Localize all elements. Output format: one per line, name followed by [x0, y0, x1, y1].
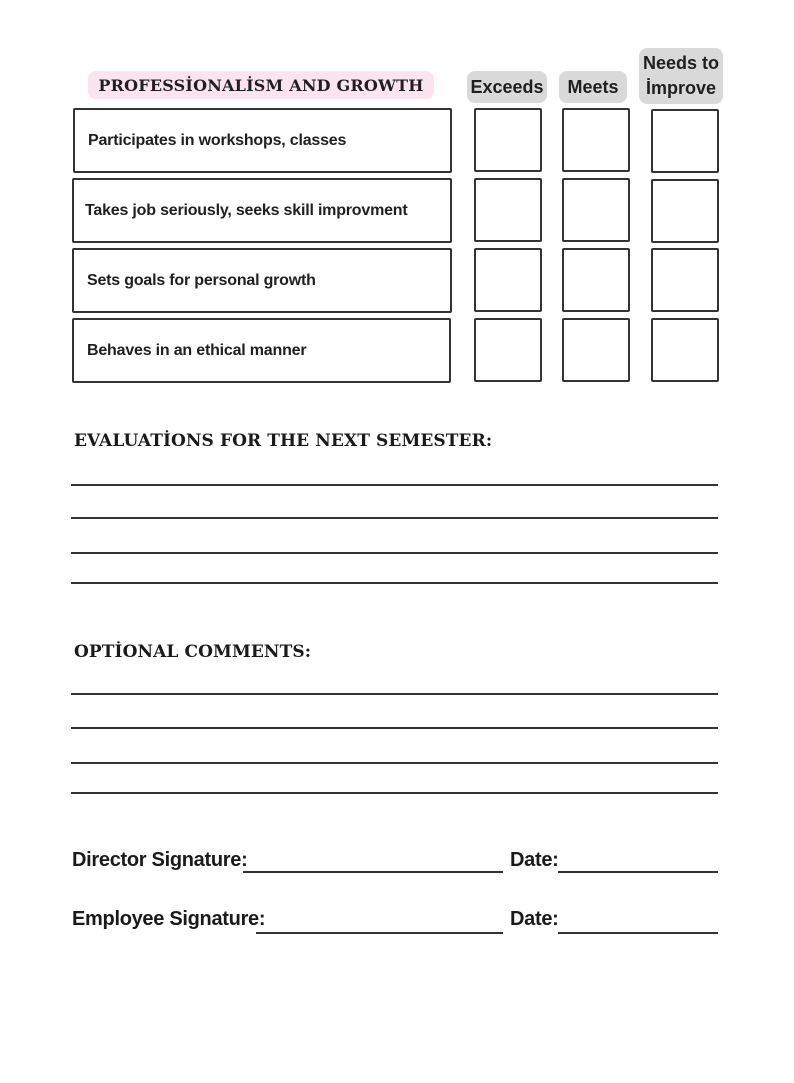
comments-heading: OPTİONAL COMMENTS: — [74, 642, 312, 662]
employee-date-line[interactable] — [558, 932, 718, 934]
criterion-label: Takes job seriously, seeks skill improvment — [85, 201, 408, 219]
evaluations-writing-line[interactable] — [71, 517, 718, 519]
comments-writing-line[interactable] — [71, 762, 718, 764]
comments-writing-line[interactable] — [71, 727, 718, 729]
criterion-label: Participates in workshops, classes — [88, 131, 347, 149]
rating-checkbox-exceeds[interactable] — [474, 248, 542, 312]
criterion-row — [72, 178, 452, 243]
comments-writing-line[interactable] — [71, 792, 718, 794]
director-signature-label: Director Signature: — [72, 849, 248, 871]
employee-signature-line[interactable] — [256, 932, 503, 934]
employee-signature-label: Employee Signature: — [72, 908, 266, 930]
evaluations-writing-line[interactable] — [71, 552, 718, 554]
criterion-label: Sets goals for personal growth — [87, 271, 316, 289]
criterion-row — [73, 108, 452, 173]
employee-date-label: Date: — [510, 908, 559, 930]
evaluations-writing-line[interactable] — [71, 484, 718, 486]
evaluations-writing-line[interactable] — [71, 582, 718, 584]
evaluations-heading: EVALUATİONS FOR THE NEXT SEMESTER: — [74, 431, 493, 451]
criterion-row — [72, 248, 452, 313]
director-date-label: Date: — [510, 849, 559, 871]
rating-checkbox-exceeds[interactable] — [474, 178, 542, 242]
rating-checkbox-meets[interactable] — [562, 248, 630, 312]
rating-checkbox-exceeds[interactable] — [474, 108, 542, 172]
rating-checkbox-meets[interactable] — [562, 178, 630, 242]
criterion-row — [72, 318, 451, 383]
rating-checkbox-needs-to-improve[interactable] — [651, 179, 719, 243]
rating-checkbox-exceeds[interactable] — [474, 318, 542, 382]
rating-checkbox-needs-to-improve[interactable] — [651, 248, 719, 312]
director-date-line[interactable] — [558, 871, 718, 873]
comments-writing-line[interactable] — [71, 693, 718, 695]
column-header-exceeds: Exceeds — [467, 71, 547, 103]
rating-checkbox-needs-to-improve[interactable] — [651, 109, 719, 173]
column-header-meets: Meets — [559, 71, 627, 103]
rating-checkbox-needs-to-improve[interactable] — [651, 318, 719, 382]
rating-checkbox-meets[interactable] — [562, 108, 630, 172]
section-title: PROFESSİONALİSM AND GROWTH — [88, 71, 434, 99]
director-signature-line[interactable] — [243, 871, 503, 873]
rating-checkbox-meets[interactable] — [562, 318, 630, 382]
criterion-label: Behaves in an ethical manner — [87, 341, 307, 359]
column-header-needs-to-improve: Needs to İmprove — [639, 48, 723, 104]
